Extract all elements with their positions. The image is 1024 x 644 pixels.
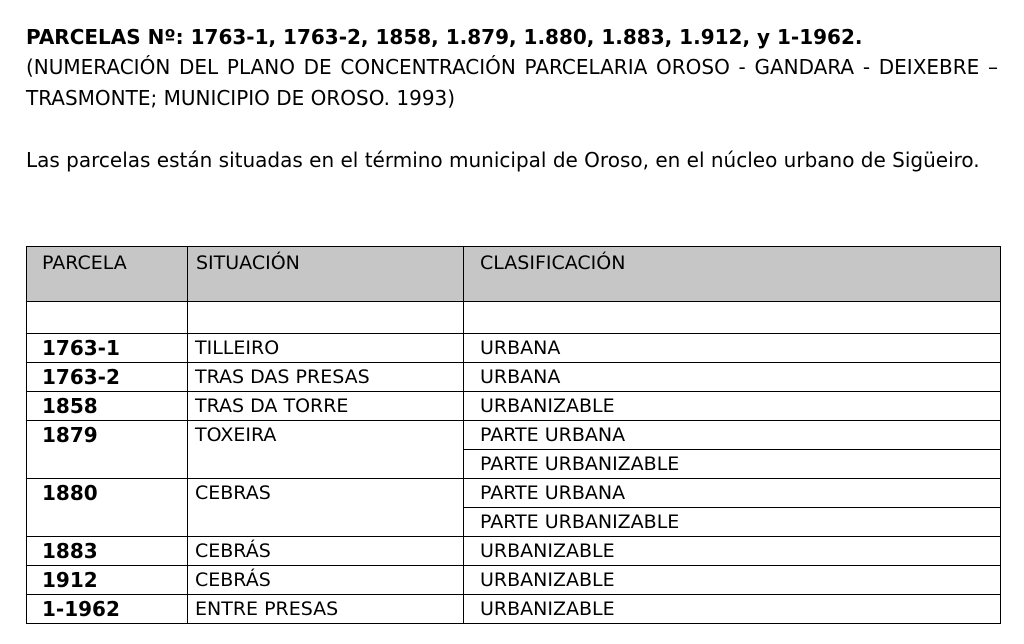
parcel-number: 1763-2 <box>27 363 188 392</box>
parcel-number: 1879 <box>27 421 188 479</box>
table-row <box>27 363 1001 392</box>
table-header-row <box>27 247 1001 302</box>
parcel-location: ENTRE PRESAS <box>188 595 464 624</box>
parcel-table <box>26 246 1001 624</box>
parcel-classification: PARTE URBANIZABLE <box>464 450 1001 479</box>
parcel-location: TOXEIRA <box>188 421 464 479</box>
parcel-location: TRAS DA TORRE <box>188 392 464 421</box>
parcel-classification: URBANIZABLE <box>464 392 1001 421</box>
parcel-classification: URBANIZABLE <box>464 595 1001 624</box>
parcel-number: 1880 <box>27 479 188 537</box>
parcel-classification: PARTE URBANA <box>464 479 1001 508</box>
parcel-classification: URBANA <box>464 334 1001 363</box>
header-clasificacion: CLASIFICACIÓN <box>464 247 1001 302</box>
parcel-number: 1912 <box>27 566 188 595</box>
parcel-location: TRAS DAS PRESAS <box>188 363 464 392</box>
header-situacion: SITUACIÓN <box>188 247 464 302</box>
parcel-number: 1-1962 <box>27 595 188 624</box>
parcel-classification: URBANIZABLE <box>464 537 1001 566</box>
parcel-classification: PARTE URBANIZABLE <box>464 508 1001 537</box>
table-row <box>27 595 1001 624</box>
parcel-classification: PARTE URBANA <box>464 421 1001 450</box>
parcel-number: 1883 <box>27 537 188 566</box>
intro-paragraph: Las parcelas están situadas en el término municipal de Oroso, en el núcleo urbano de Sigüeiro. <box>26 148 980 172</box>
parcel-location: CEBRAS <box>188 479 464 537</box>
table-row <box>27 421 1001 450</box>
table-row <box>27 537 1001 566</box>
parcel-number: 1858 <box>27 392 188 421</box>
table-row <box>27 479 1001 508</box>
parcel-location: TILLEIRO <box>188 334 464 363</box>
parcel-classification: URBANA <box>464 363 1001 392</box>
parcel-number: 1763-1 <box>27 334 188 363</box>
parcels-heading: PARCELAS Nº: 1763-1, 1763-2, 1858, 1.879, 1.880, 1.883, 1.912, y 1-1962. <box>26 25 863 49</box>
parcel-location: CEBRÁS <box>188 537 464 566</box>
table-row <box>27 334 1001 363</box>
parcel-location: CEBRÁS <box>188 566 464 595</box>
document-page <box>26 22 1000 621</box>
table-row <box>27 566 1001 595</box>
header-parcela: PARCELA <box>27 247 188 302</box>
empty-row <box>27 302 1001 334</box>
plan-reference: (NUMERACIÓN DEL PLANO DE CONCENTRACIÓN PARCELARIA OROSO - GANDARA - DEIXEBRE – TRASMONTE; MUNICIPIO DE OROSO. 1993) <box>26 55 998 110</box>
parcel-classification: URBANIZABLE <box>464 566 1001 595</box>
table-row <box>27 392 1001 421</box>
